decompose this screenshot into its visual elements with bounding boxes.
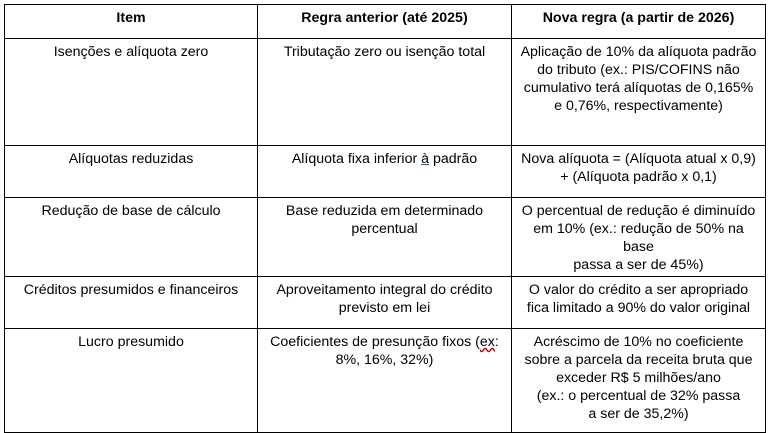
header-item: Item <box>5 5 258 39</box>
table-header-row <box>5 5 766 39</box>
table-row <box>5 198 766 277</box>
cell-nova-regra <box>512 146 766 198</box>
comparison-table <box>4 4 766 433</box>
cell-item: Isenções e alíquota zero <box>5 39 258 146</box>
cell-item: Lucro presumido <box>5 329 258 433</box>
cell-text-line: exceder R$ 5 milhões/ano <box>556 370 721 386</box>
cell-regra-anterior <box>258 198 512 277</box>
spellcheck-underline-text: ex <box>479 334 495 350</box>
table-row <box>5 146 766 198</box>
cell-text: : <box>494 334 499 350</box>
table-row <box>5 39 766 146</box>
cell-nova-regra <box>512 277 766 329</box>
cell-text-line: + (Alíquota padrão x 0,1) <box>560 169 717 185</box>
cell-text: Coeficientes de presunção fixos ( <box>270 334 480 350</box>
cell-text-line: (ex.: o percentual de 32% passa <box>536 388 741 404</box>
cell-text-line: Base reduzida em determinado <box>285 203 484 219</box>
cell-item: Alíquotas reduzidas <box>5 146 258 198</box>
cell-nova-regra <box>512 198 766 277</box>
header-regra-anterior: Regra anterior (até 2025) <box>258 5 512 39</box>
comparison-table-container <box>4 4 766 433</box>
cell-text-line: sobre a parcela da receita bruta que <box>524 352 753 368</box>
cell-regra-anterior <box>258 277 512 329</box>
cell-text: Alíquota fixa inferior <box>291 151 422 167</box>
cell-text-line: Nova alíquota = (Alíquota atual x 0,9) <box>521 151 756 167</box>
cell-regra-anterior <box>258 146 512 198</box>
cell-item: Créditos presumidos e financeiros <box>5 277 258 329</box>
cell-text-line: Aproveitamento integral do crédito <box>276 282 493 298</box>
cell-text: padrão <box>429 151 478 167</box>
table-row <box>5 277 766 329</box>
cell-item: Redução de base de cálculo <box>5 198 258 277</box>
cell-text-line: 8%, 16%, 32%) <box>335 352 434 368</box>
cell-text-line: e 0,76%, respectivamente) <box>554 98 723 114</box>
cell-text-line: Tributação zero ou isenção total <box>283 44 486 60</box>
cell-text-line: O valor do crédito a ser apropriado <box>528 282 749 298</box>
cell-text-line: a ser de 35,2%) <box>588 406 689 422</box>
cell-text-line: previsto em lei <box>338 300 431 316</box>
cell-regra-anterior <box>258 39 512 146</box>
cell-text-line: O percentual de redução é diminuído <box>521 203 756 219</box>
cell-text-line: em 10% (ex.: redução de 50% na base <box>533 221 744 255</box>
cell-text-line: do tributo (ex.: PIS/COFINS não <box>537 62 740 78</box>
cell-text-line: percentual <box>351 221 418 237</box>
cell-text-line: Acréscimo de 10% no coeficiente <box>533 334 744 350</box>
table-row <box>5 329 766 433</box>
cell-nova-regra <box>512 39 766 146</box>
cell-text-line: fica limitado a 90% do valor original <box>526 300 751 316</box>
cell-nova-regra <box>512 329 766 433</box>
cell-regra-anterior <box>258 329 512 433</box>
proofing-underline-text: à <box>421 151 430 167</box>
cell-text-line <box>266 333 503 351</box>
cell-text-line: Aplicação de 10% da alíquota padrão <box>520 44 757 60</box>
cell-text-line: passa a ser de 45%) <box>573 257 704 273</box>
cell-text-line: cumulativo terá alíquotas de 0,165% <box>523 80 754 96</box>
header-nova-regra: Nova regra (a partir de 2026) <box>512 5 766 39</box>
